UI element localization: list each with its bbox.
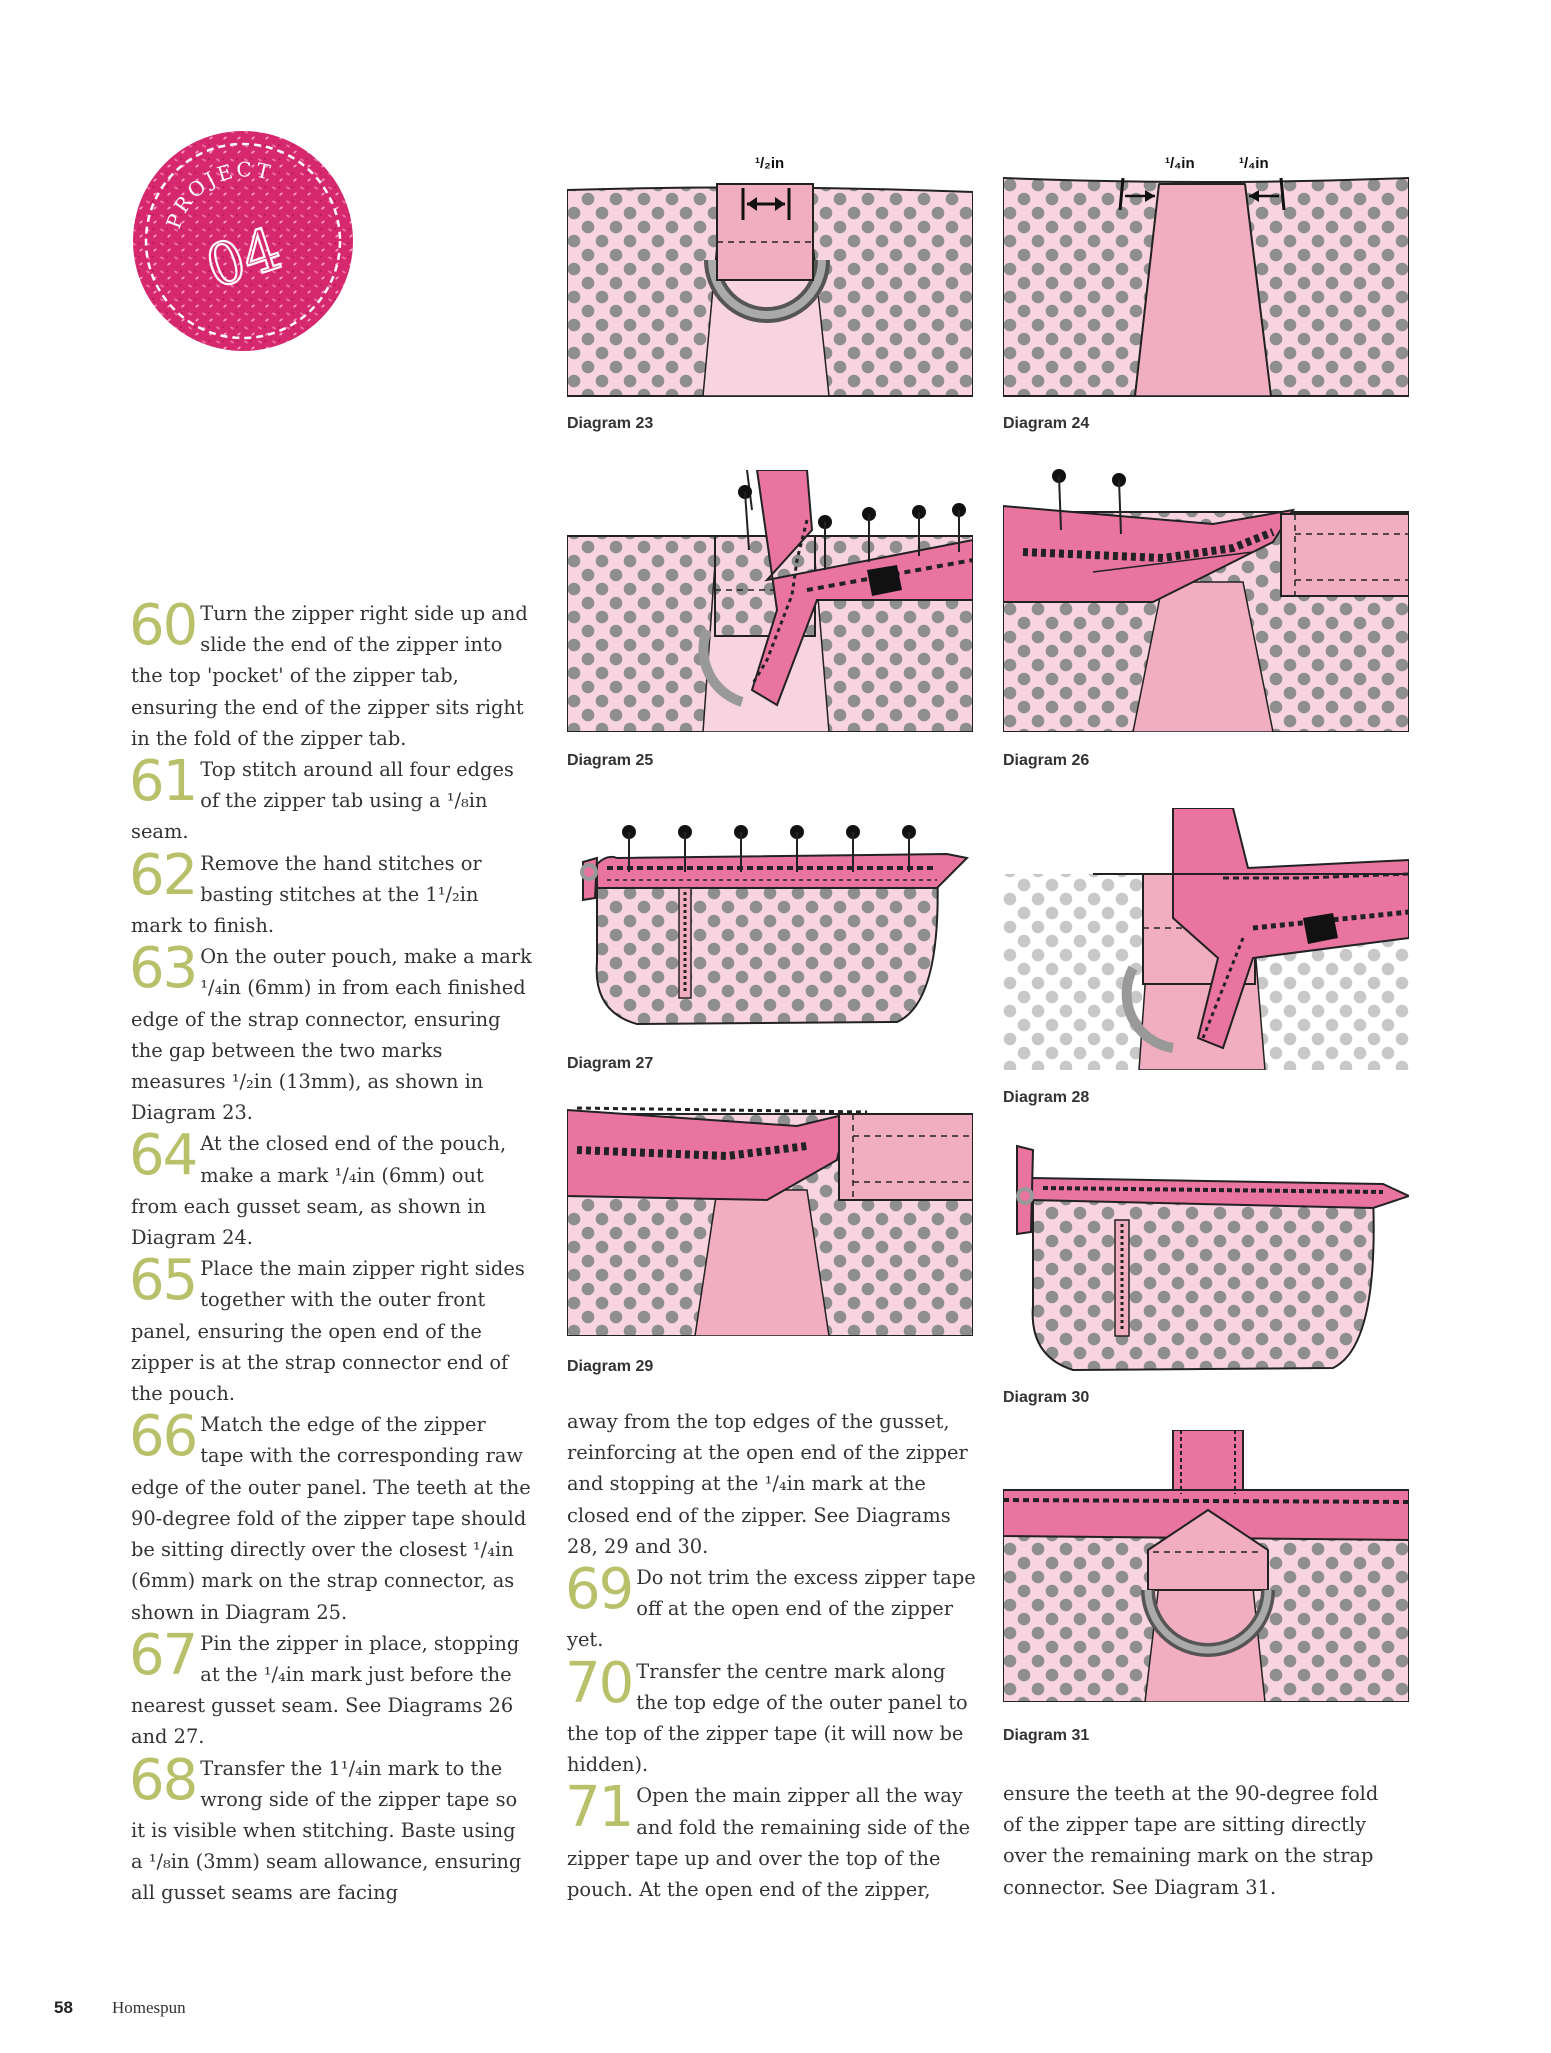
- diagram-28: [1003, 808, 1409, 1070]
- measure-left: ¹/₄in: [1165, 155, 1195, 172]
- measure-half-inch: ¹/₂in: [755, 155, 785, 172]
- step-70: [565, 1650, 977, 1781]
- diagram-24-caption: Diagram 24: [1003, 415, 1090, 432]
- step-71: [565, 1775, 977, 1905]
- step-text: Open the main zipper all the way and fold the remaining side of the zipper tape up and over the top of the pouch. At the open end of the zipper,: [567, 1784, 971, 1902]
- diagram-30: [1003, 1136, 1409, 1382]
- step-63: [129, 936, 533, 1128]
- step-text: Turn the zipper right side up and slide the end of the zipper into the top 'pocket' of the zipper tab, ensuring the end of the zipper sits right in the fold of the zipper tab.: [131, 602, 528, 750]
- project-badge: [130, 128, 356, 354]
- step-text: Do not trim the excess zipper tape off at the open end of the zipper yet.: [567, 1566, 976, 1652]
- diagram-27: [567, 802, 973, 1052]
- diagram-28-caption: Diagram 28: [1003, 1089, 1090, 1106]
- step-64: [129, 1123, 533, 1253]
- step-text: On the outer pouch, make a mark ¹/₄in (6mm) in from each finished edge of the strap connector, ensuring the gap between the two marks measures ¹/₂in (13mm), as shown in Diagram 23.: [131, 945, 532, 1125]
- step-number: 67: [129, 1622, 197, 1688]
- step-text: Place the main zipper right sides together with the outer front panel, ensuring the open end of the zipper is at the strap connector end of the pouch.: [131, 1257, 525, 1406]
- diagram-23: [567, 150, 973, 400]
- diagram-29: [567, 1100, 973, 1336]
- measure-right: ¹/₄in: [1239, 155, 1269, 172]
- diagram-31-caption: Diagram 31: [1003, 1727, 1090, 1744]
- text-column-3: [1003, 1778, 1403, 1903]
- step-66: [129, 1404, 533, 1627]
- text-column-1: [129, 593, 533, 1909]
- badge-label: PROJECT: [161, 157, 276, 232]
- diagram-24: [1003, 150, 1409, 400]
- badge-number: 04: [198, 214, 290, 302]
- diagram-23-caption: Diagram 23: [567, 415, 654, 432]
- step-text: Remove the hand stitches or basting stitches at the 1¹/₂in mark to finish.: [131, 851, 482, 938]
- step-number: 70: [565, 1650, 633, 1716]
- step-number: 66: [129, 1404, 197, 1470]
- step-text: At the closed end of the pouch, make a mark ¹/₄in (6mm) out from each gusset seam, as shown in Diagram 24.: [131, 1132, 507, 1250]
- step-text: Pin the zipper in place, stopping at the ¹/₄in mark just before the nearest gusset seam. See Diagrams 26 and 27.: [131, 1631, 520, 1749]
- diagram-29-caption: Diagram 29: [567, 1358, 654, 1375]
- diagram-25: [567, 470, 973, 732]
- magazine-name: Homespun: [112, 1998, 186, 2017]
- text-column-2: [567, 1406, 977, 1905]
- step-61: [129, 749, 533, 848]
- step-text: Match the edge of the zipper tape with the corresponding raw edge of the outer panel. The teeth at the 90-degree fold of the zipper tape should be sitting directly over the closest ¹/₄in (6mm) mark on the strap connector, as shown in Diagram 25.: [131, 1413, 531, 1624]
- diagram-26: [1003, 462, 1409, 732]
- step-text: Transfer the centre mark along the top edge of the outer panel to the top of the zipper tape (it will now be hidden).: [567, 1659, 968, 1777]
- step-number: 60: [129, 593, 197, 658]
- step-number: 65: [129, 1248, 197, 1314]
- step-text: Transfer the 1¹/₄in mark to the wrong side of the zipper tape so it is visible when stitching. Baste using a ¹/₈in (3mm) seam allowance, ensuring all gusset seams are facing: [131, 1756, 522, 1905]
- diagram-27-caption: Diagram 27: [567, 1055, 654, 1072]
- step-69: [565, 1557, 977, 1656]
- step-number: 61: [129, 749, 197, 815]
- step-text: Top stitch around all four edges of the zipper tab using a ¹/₈in seam.: [131, 758, 514, 844]
- diagram-31: [1003, 1430, 1409, 1702]
- step-number: 69: [565, 1557, 633, 1623]
- diagram-30-caption: Diagram 30: [1003, 1389, 1090, 1406]
- diagram-25-caption: Diagram 25: [567, 752, 654, 769]
- page-number: 58: [54, 1998, 73, 2017]
- step-60: [129, 593, 533, 754]
- step-number: 62: [129, 842, 197, 908]
- step-number: 64: [129, 1123, 197, 1189]
- step-65: [129, 1248, 533, 1409]
- step-67: [129, 1622, 533, 1753]
- step-62: [129, 842, 533, 942]
- step-number: 63: [129, 936, 197, 1002]
- diagram-26-caption: Diagram 26: [1003, 752, 1090, 769]
- step-68-continued: away from the top edges of the gusset, reinforcing at the open end of the zipper and stopping at the ¹/₄in mark at the closed end of the zipper. See Diagrams 28, 29 and 30.: [567, 1410, 968, 1558]
- step-number: 68: [129, 1747, 197, 1813]
- step-68: [129, 1747, 533, 1909]
- step-71-continued: ensure the teeth at the 90-degree fold of the zipper tape are sitting directly over the remaining mark on the strap connector. See Diagram 31.: [1003, 1782, 1379, 1899]
- step-number: 71: [565, 1775, 633, 1841]
